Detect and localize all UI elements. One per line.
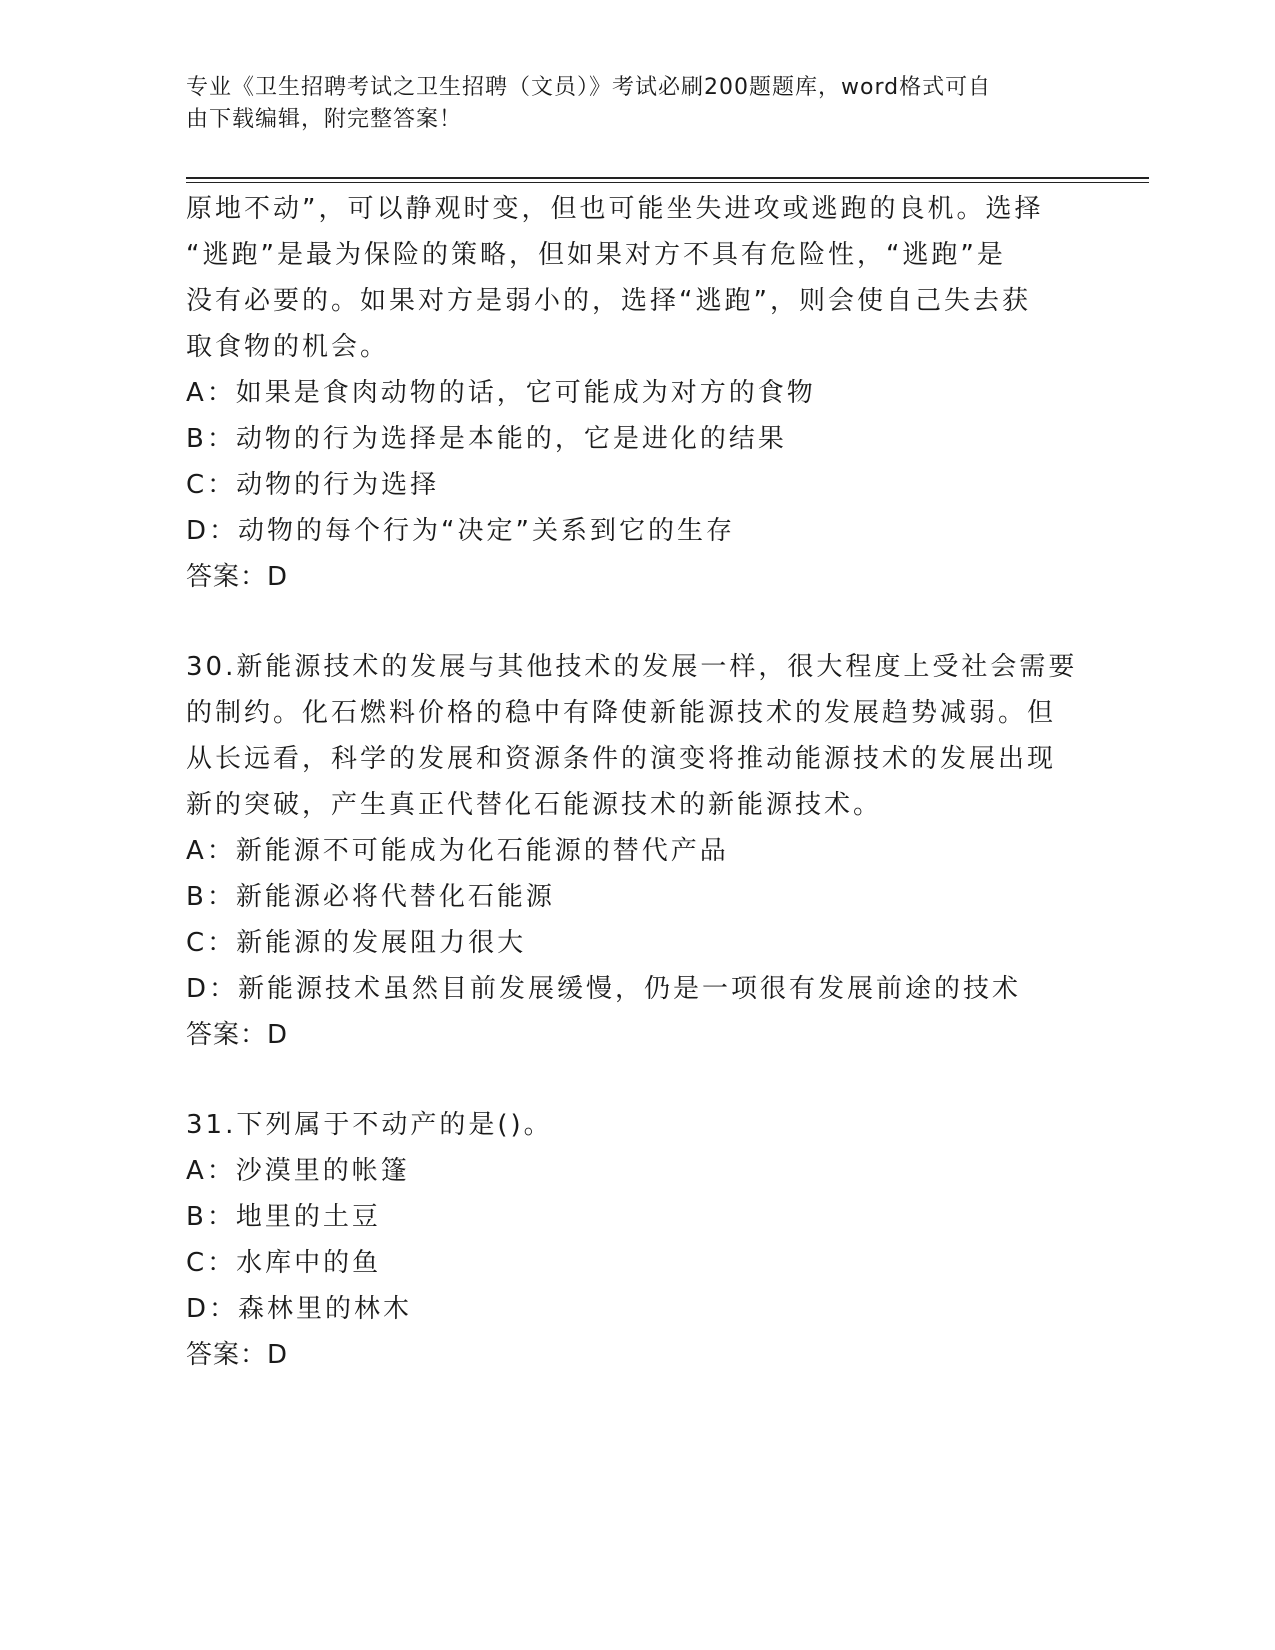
answer-label: 答案：D <box>186 1020 289 1050</box>
question-text-line: 没有必要的。如果对方是弱小的，选择“逃跑”，则会使自己失去获 <box>186 286 1031 316</box>
option-b: B：新能源必将代替化石能源 <box>186 882 555 912</box>
question-text-line: 取食物的机会。 <box>186 332 390 362</box>
answer-label: 答案：D <box>186 1340 289 1370</box>
question-text-line: “逃跑”是最为保险的策略，但如果对方不具有危险性，“逃跑”是 <box>186 240 1006 270</box>
option-d: D：森林里的林木 <box>186 1294 413 1324</box>
option-a: A：沙漠里的帐篷 <box>186 1156 410 1186</box>
question-text-line: 的制约。化石燃料价格的稳中有降使新能源技术的发展趋势减弱。但 <box>186 698 1057 728</box>
question-text-line: 30.新能源技术的发展与其他技术的发展一样，很大程度上受社会需要 <box>186 652 1078 682</box>
question-text-line: 从长远看，科学的发展和资源条件的演变将推动能源技术的发展出现 <box>186 744 1057 774</box>
header-line-2: 由下载编辑，附完整答案！ <box>186 107 463 132</box>
section-gap <box>186 600 1086 644</box>
page-header <box>186 72 1066 136</box>
question-text-line: 31.下列属于不动产的是()。 <box>186 1110 553 1140</box>
option-c: C：新能源的发展阻力很大 <box>186 928 527 958</box>
question-text-line: 原地不动”，可以静观时变，但也可能坐失进攻或逃跑的良机。选择 <box>186 194 1044 224</box>
header-line-1: 专业《卫生招聘考试之卫生招聘（文员）》考试必刷200题题库，word格式可自 <box>186 75 992 100</box>
option-a: A：新能源不可能成为化石能源的替代产品 <box>186 836 729 866</box>
section-gap <box>186 1058 1086 1102</box>
option-a: A：如果是食肉动物的话，它可能成为对方的食物 <box>186 378 816 408</box>
question-30 <box>186 644 1086 1058</box>
option-c: C：动物的行为选择 <box>186 470 440 500</box>
header-rule-thin <box>186 182 1149 183</box>
question-text-line: 新的突破，产生真正代替化石能源技术的新能源技术。 <box>186 790 883 820</box>
header-rule-thick <box>186 177 1149 179</box>
option-b: B：动物的行为选择是本能的，它是进化的结果 <box>186 424 787 454</box>
answer-label: 答案：D <box>186 562 289 592</box>
document-body <box>186 186 1086 1378</box>
question-31 <box>186 1102 1086 1378</box>
option-b: B：地里的土豆 <box>186 1202 381 1232</box>
option-d: D：动物的每个行为“决定”关系到它的生存 <box>186 516 735 546</box>
question-29-continuation <box>186 186 1086 600</box>
option-d: D：新能源技术虽然目前发展缓慢，仍是一项很有发展前途的技术 <box>186 974 1022 1004</box>
option-c: C：水库中的鱼 <box>186 1248 382 1278</box>
